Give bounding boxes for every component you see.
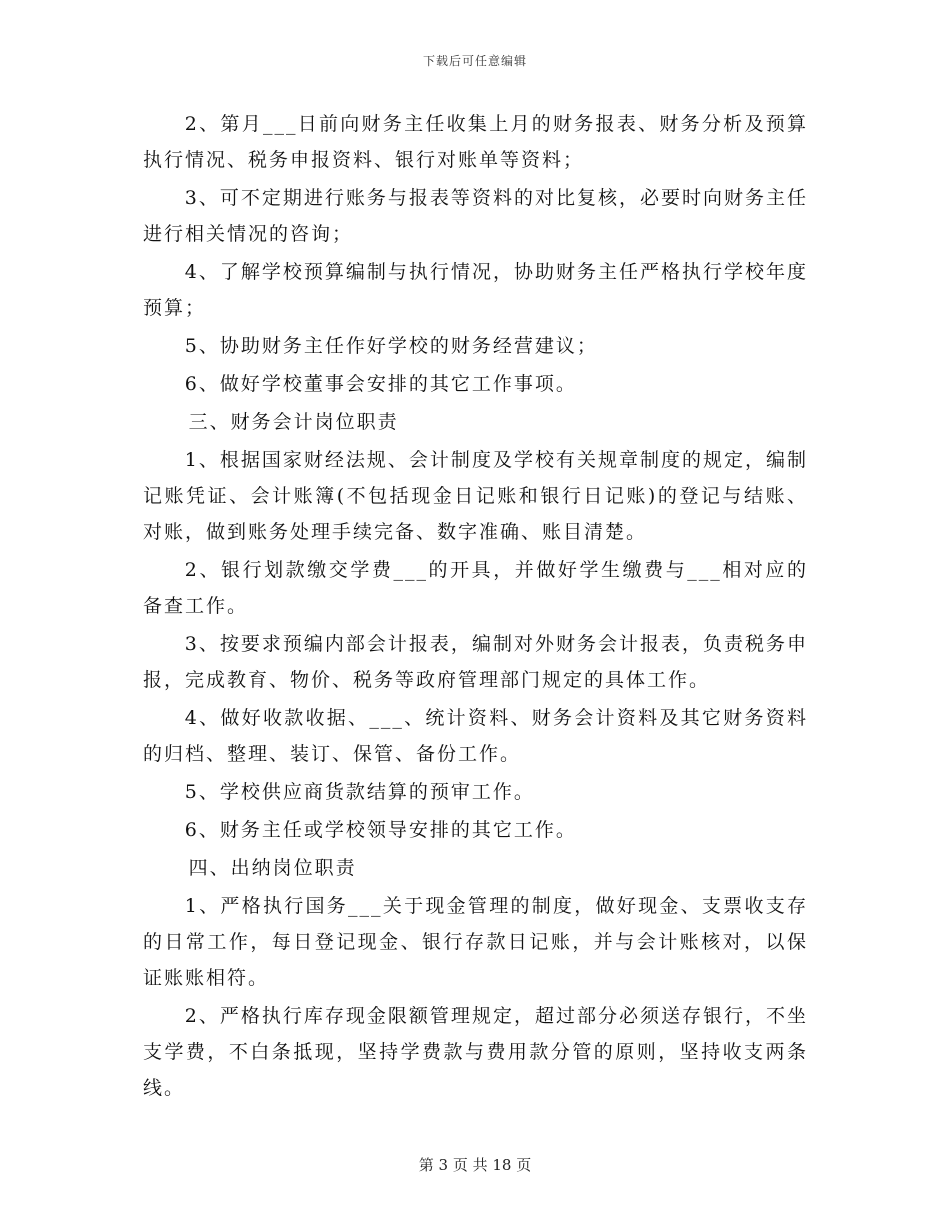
section-heading-cashier: 四、出纳岗位职责 — [188, 857, 357, 879]
page-header: 下载后可任意编辑 — [422, 54, 527, 68]
paragraph-4-2: 2、严格执行库存现金限额管理规定，超过部分必须送存银行，不坐支学费，不白条抵现，坚持学费款与费用款分管的原则，坚持收支两条线。 — [143, 1005, 808, 1099]
paragraph-2-3: 4、了解学校预算编制与执行情况，协助财务主任严格执行学校年度预算； — [143, 261, 808, 319]
paragraph-3-1: 1、根据国家财经法规、会计制度及学校有关规章制度的规定，编制记账凭证、会计账簿(不包括现金日记账和银行日记账)的登记与结账、对账，做到账务处理手续完备、数字准确、账目清楚。 — [143, 449, 808, 543]
section-heading-accounting: 三、财务会计岗位职责 — [188, 411, 399, 433]
paragraph-3-3: 3、按要求预编内部会计报表，编制对外财务会计报表，负责税务申报，完成教育、物价、税务等政府管理部门规定的具体工作。 — [143, 633, 808, 691]
paragraph-2-4: 5、协助财务主任作好学校的财务经营建议； — [184, 335, 598, 357]
paragraph-4-1: 1、严格执行国务___关于现金管理的制度，做好现金、支票收支存的日常工作，每日登记现金、银行存款日记账，并与会计账核对，以保证账账相符。 — [143, 895, 808, 989]
paragraph-2-1: 2、第月___日前向财务主任收集上月的财务报表、财务分析及预算执行情况、税务申报资料、银行对账单等资料； — [143, 113, 808, 171]
paragraph-2-5: 6、做好学校董事会安排的其它工作事项。 — [184, 373, 577, 395]
page-footer: 第 3 页 共 18 页 — [418, 1156, 532, 1174]
paragraph-3-4: 4、做好收款收据、___、统计资料、财务会计资料及其它财务资料的归档、整理、装订、保管、备份工作。 — [143, 707, 808, 765]
paragraph-3-2: 2、银行划款缴交学费___的开具，并做好学生缴费与___相对应的备查工作。 — [143, 559, 808, 617]
paragraph-3-6: 6、财务主任或学校领导安排的其它工作。 — [184, 819, 577, 841]
paragraph-2-2: 3、可不定期进行账务与报表等资料的对比复核，必要时向财务主任进行相关情况的咨询； — [143, 187, 808, 245]
paragraph-3-5: 5、学校供应商货款结算的预审工作。 — [184, 781, 535, 803]
document-body — [143, 106, 808, 1108]
